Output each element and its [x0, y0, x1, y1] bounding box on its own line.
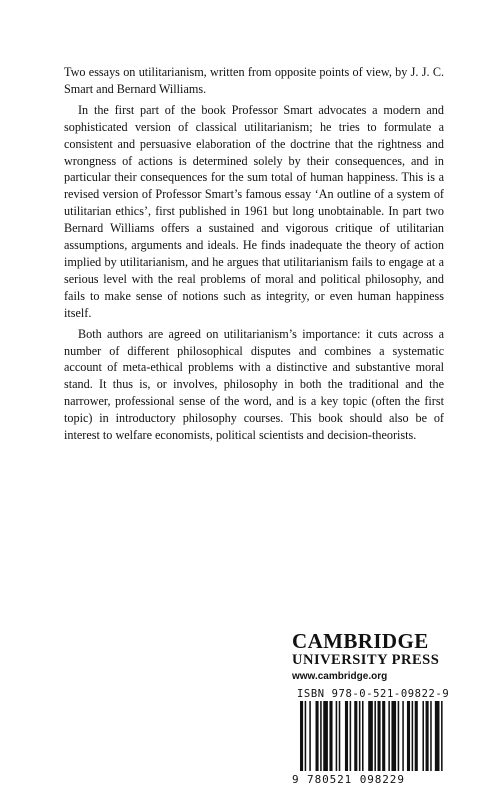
publisher-url: www.cambridge.org: [292, 671, 388, 682]
blurb-paragraph-2: In the first part of the book Professor Smart advocates a modern and sophisticated version of classical utilitarianism; he tries to formulate a consistent and persuasive elaboration of the doctrine that the rightness and wrongness of actions is determined solely by their consequences, and in particular their consequences for the sum total of human happiness. This is a revised version of Professor Smart’s famous essay ‘An outline of a system of utilitarian ethics’, first published in 1961 but long unobtainable. In part two Bernard Williams offers a sustained and vigorous critique of utilitarian assumptions, arguments and ideals. He finds inadequate the theory of action implied by utilitarianism, and he argues that utilitarianism fails to engage at a serious level with the real problems of moral and political philosophy, and fails to make sense of notions such as integrity, or even human happiness itself.: [64, 102, 444, 320]
publisher-subtitle: UNIVERSITY PRESS: [292, 652, 440, 668]
blurb-paragraph-1: Two essays on utilitarianism, written from opposite points of view, by J. J. C. Smart and Bernard Williams.: [64, 65, 444, 96]
isbn-label: ISBN 978-0-521-09822-9: [297, 688, 450, 700]
publisher-logo: [292, 630, 452, 684]
barcode-digits: 9 780521 098229: [292, 773, 405, 786]
blurb-paragraph-3: Both authors are agreed on utilitarianism’s importance: it cuts across a number of different philosophical disputes and combines a systematic account of meta-ethical problems with a distinctive and substantive moral stand. It thus is, or involves, philosophy in both the traditional and the narrower, professional sense of the word, and is a key topic (often the first topic) in introductory philosophy courses. This book should also be of interest to welfare economists, political scientists and decision-theorists.: [64, 326, 444, 443]
blurb: [64, 64, 444, 444]
publisher-name: CAMBRIDGE: [292, 629, 429, 653]
